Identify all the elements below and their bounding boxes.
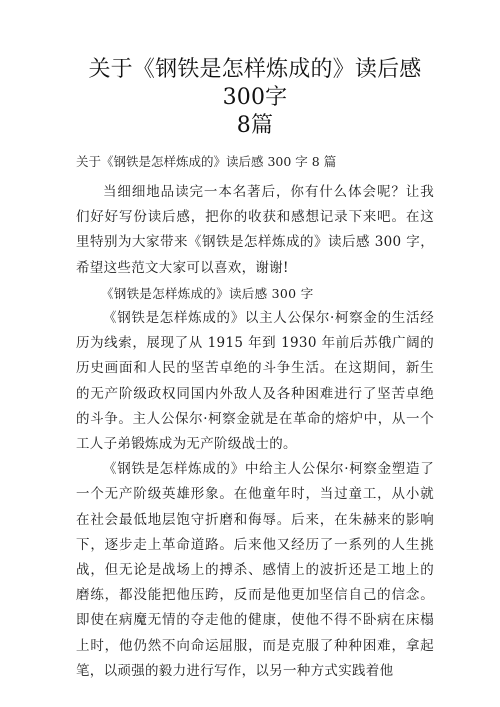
- document-body: [76, 180, 434, 684]
- document-title: [76, 56, 434, 140]
- body-paragraph: 《钢铁是怎样炼成的》中给主人公保尔·柯察金塑造了一个无产阶级英雄形象。在他童年时，当过童工，从小就在社会最低地层饱守折磨和侮辱。后来，在朱赫来的影响下，逐步走上革命道路。后来他又经历了一系列的人生挑战，但无论是战场上的搏杀、感情上的波折还是工地上的磨练，都没能把他压跨，反而是他更加坚信自己的信念。即使在病魔无情的夺走他的健康，使他不得不卧病在床榻上时，他仍然不向命运屈服，而是克服了种种困难，拿起笔，以顽强的毅力进行写作，以另一种方式实践着他: [76, 461, 434, 679]
- title-line-2: 8篇: [236, 113, 274, 138]
- document-subtitle: 关于《钢铁是怎样炼成的》读后感 300 字 8 篇: [76, 154, 337, 169]
- section-heading: 《钢铁是怎样炼成的》读后感 300 字: [101, 285, 314, 301]
- body-paragraph: 《钢铁是怎样炼成的》以主人公保尔·柯察金的生活经历为线索，展现了从 1915 年到 1930 年前后苏俄广阔的历史画面和人民的坚苦卓绝的斗争生活。在这期间，新生的无产阶级政权同国内外敌人及各种困难进行了坚苦卓绝的斗争。主人公保尔·柯察金就是在革命的熔炉中，从一个工人子弟锻炼成为无产阶级战士的。: [76, 310, 434, 453]
- intro-paragraph: 当细细地品读完一本名著后，你有什么体会呢？让我们好好写份读后感，把你的收获和感想记录下来吧。在这里特别为大家带来《钢铁是怎样炼成的》读后感 300 字，希望这些范文大家可以喜欢，谢谢!: [76, 184, 434, 276]
- title-line-1: 关于《钢铁是怎样炼成的》读后感300字: [88, 57, 422, 110]
